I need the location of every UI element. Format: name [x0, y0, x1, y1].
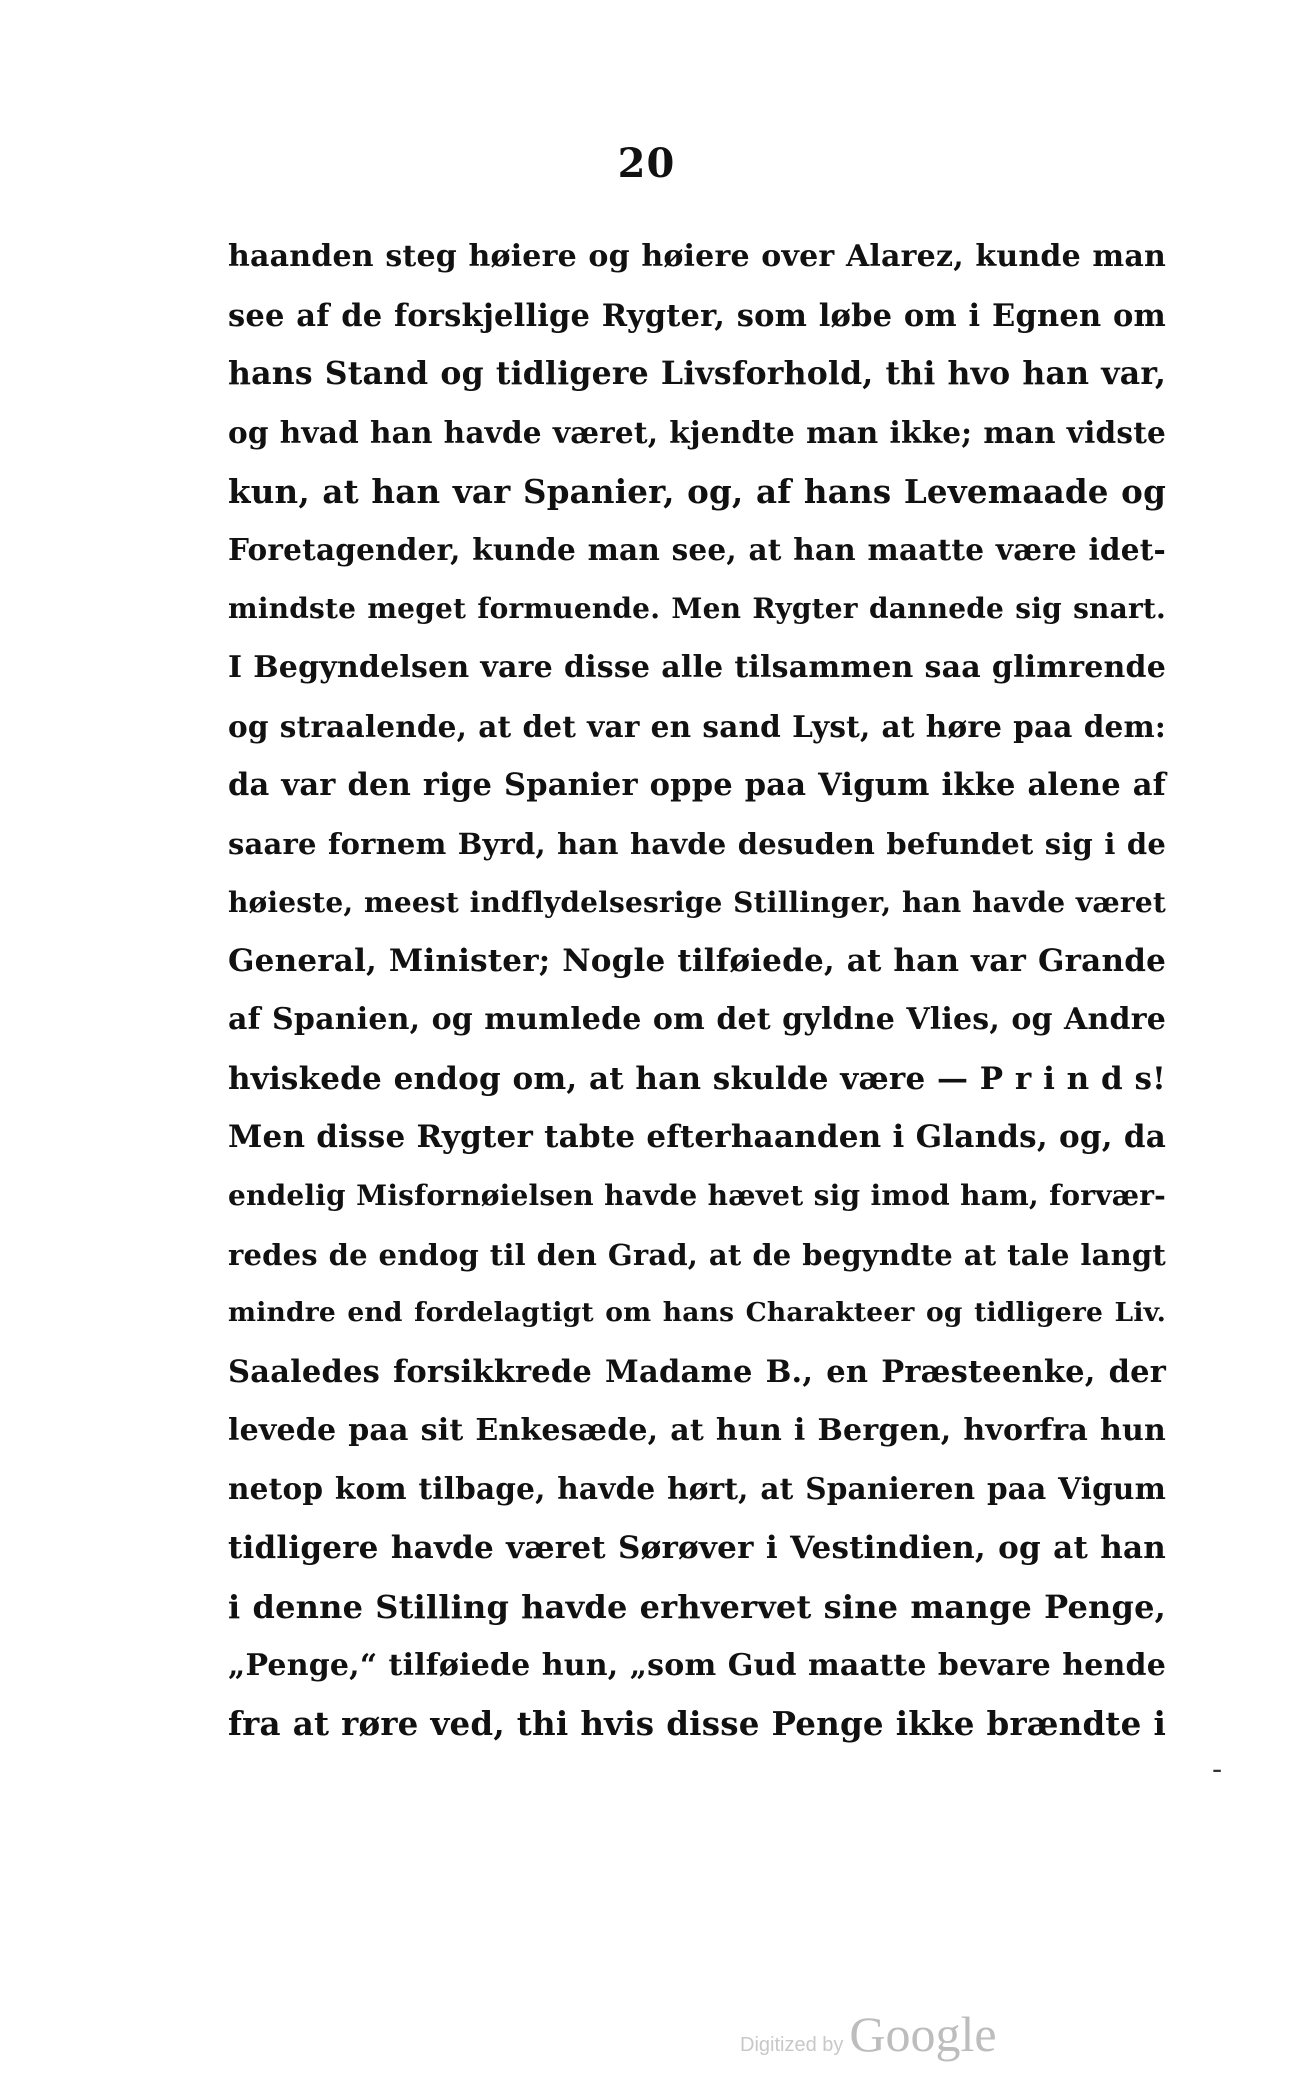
text-line: af Spanien, og mumlede om det gyldne Vlies, og Andre	[228, 1001, 1166, 1037]
text-line: Men disse Rygter tabte efterhaanden i Glands, og, da	[228, 1119, 1166, 1156]
text-line: Saaledes forsikkrede Madame B., en Præsteenke, der	[228, 1354, 1166, 1391]
text-line: I Begyndelsen vare disse alle tilsammen saa glimrende	[228, 649, 1166, 685]
text-line: netop kom tilbage, havde hørt, at Spanieren paa Vigum	[228, 1471, 1166, 1507]
text-line: og straalende, at det var en sand Lyst, at høre paa dem:	[228, 708, 1166, 744]
watermark-prefix: Digitized by	[740, 2034, 844, 2056]
text-line: levede paa sit Enkesæde, at hun i Bergen, hvorfra hun	[228, 1412, 1166, 1448]
text-line: see af de forskjellige Rygter, som løbe om i Egnen om	[228, 297, 1166, 334]
text-line: haanden steg høiere og høiere over Alarez, kunde man	[228, 239, 1166, 274]
text-line: høieste, meest indflydelsesrige Stillinger, han havde været	[228, 885, 1166, 919]
text-line: kun, at han var Spanier, og, af hans Levemaade og	[228, 471, 1166, 511]
text-line: mindre end fordelagtigt om hans Charakteer og tidligere Liv.	[228, 1297, 1166, 1329]
text-line: hans Stand og tidligere Livsforhold, thi hvo han var,	[228, 355, 1166, 393]
text-line: endelig Misfornøielsen havde hævet sig imod ham, forvær-	[228, 1179, 1166, 1212]
text-line: hviskede endog om, at han skulde være — P r i n d s!	[228, 1060, 1166, 1097]
text-line: og hvad han havde været, kjendte man ikke; man vidste	[228, 415, 1166, 451]
text-line: i denne Stilling havde erhvervet sine mange Penge,	[228, 1587, 1166, 1626]
text-line: saare fornem Byrd, han havde desuden befundet sig i de	[228, 826, 1166, 861]
text-line: Foretagender, kunde man see, at han maatte være idet-	[228, 532, 1166, 568]
text-line: redes de endog til den Grad, at de begyndte at tale langt	[228, 1237, 1166, 1272]
margin-mark: -	[1212, 1752, 1223, 1787]
body-text	[228, 228, 1166, 1754]
google-logo: Google	[849, 2006, 997, 2062]
page-number: 20	[617, 140, 676, 187]
text-line: „Penge,“ tilføiede hun, „som Gud maatte bevare hende	[228, 1647, 1166, 1683]
digitized-watermark	[740, 2005, 997, 2063]
text-line: tidligere havde været Sørøver i Vestindien, og at han	[228, 1530, 1166, 1567]
text-line: fra at røre ved, thi hvis disse Penge ikke brændte i	[228, 1704, 1166, 1744]
text-line: General, Minister; Nogle tilføiede, at han var Grande	[228, 943, 1166, 980]
text-line: mindste meget formuende. Men Rygter dannede sig snart.	[228, 592, 1166, 626]
text-line: da var den rige Spanier oppe paa Vigum ikke alene af	[228, 767, 1166, 804]
